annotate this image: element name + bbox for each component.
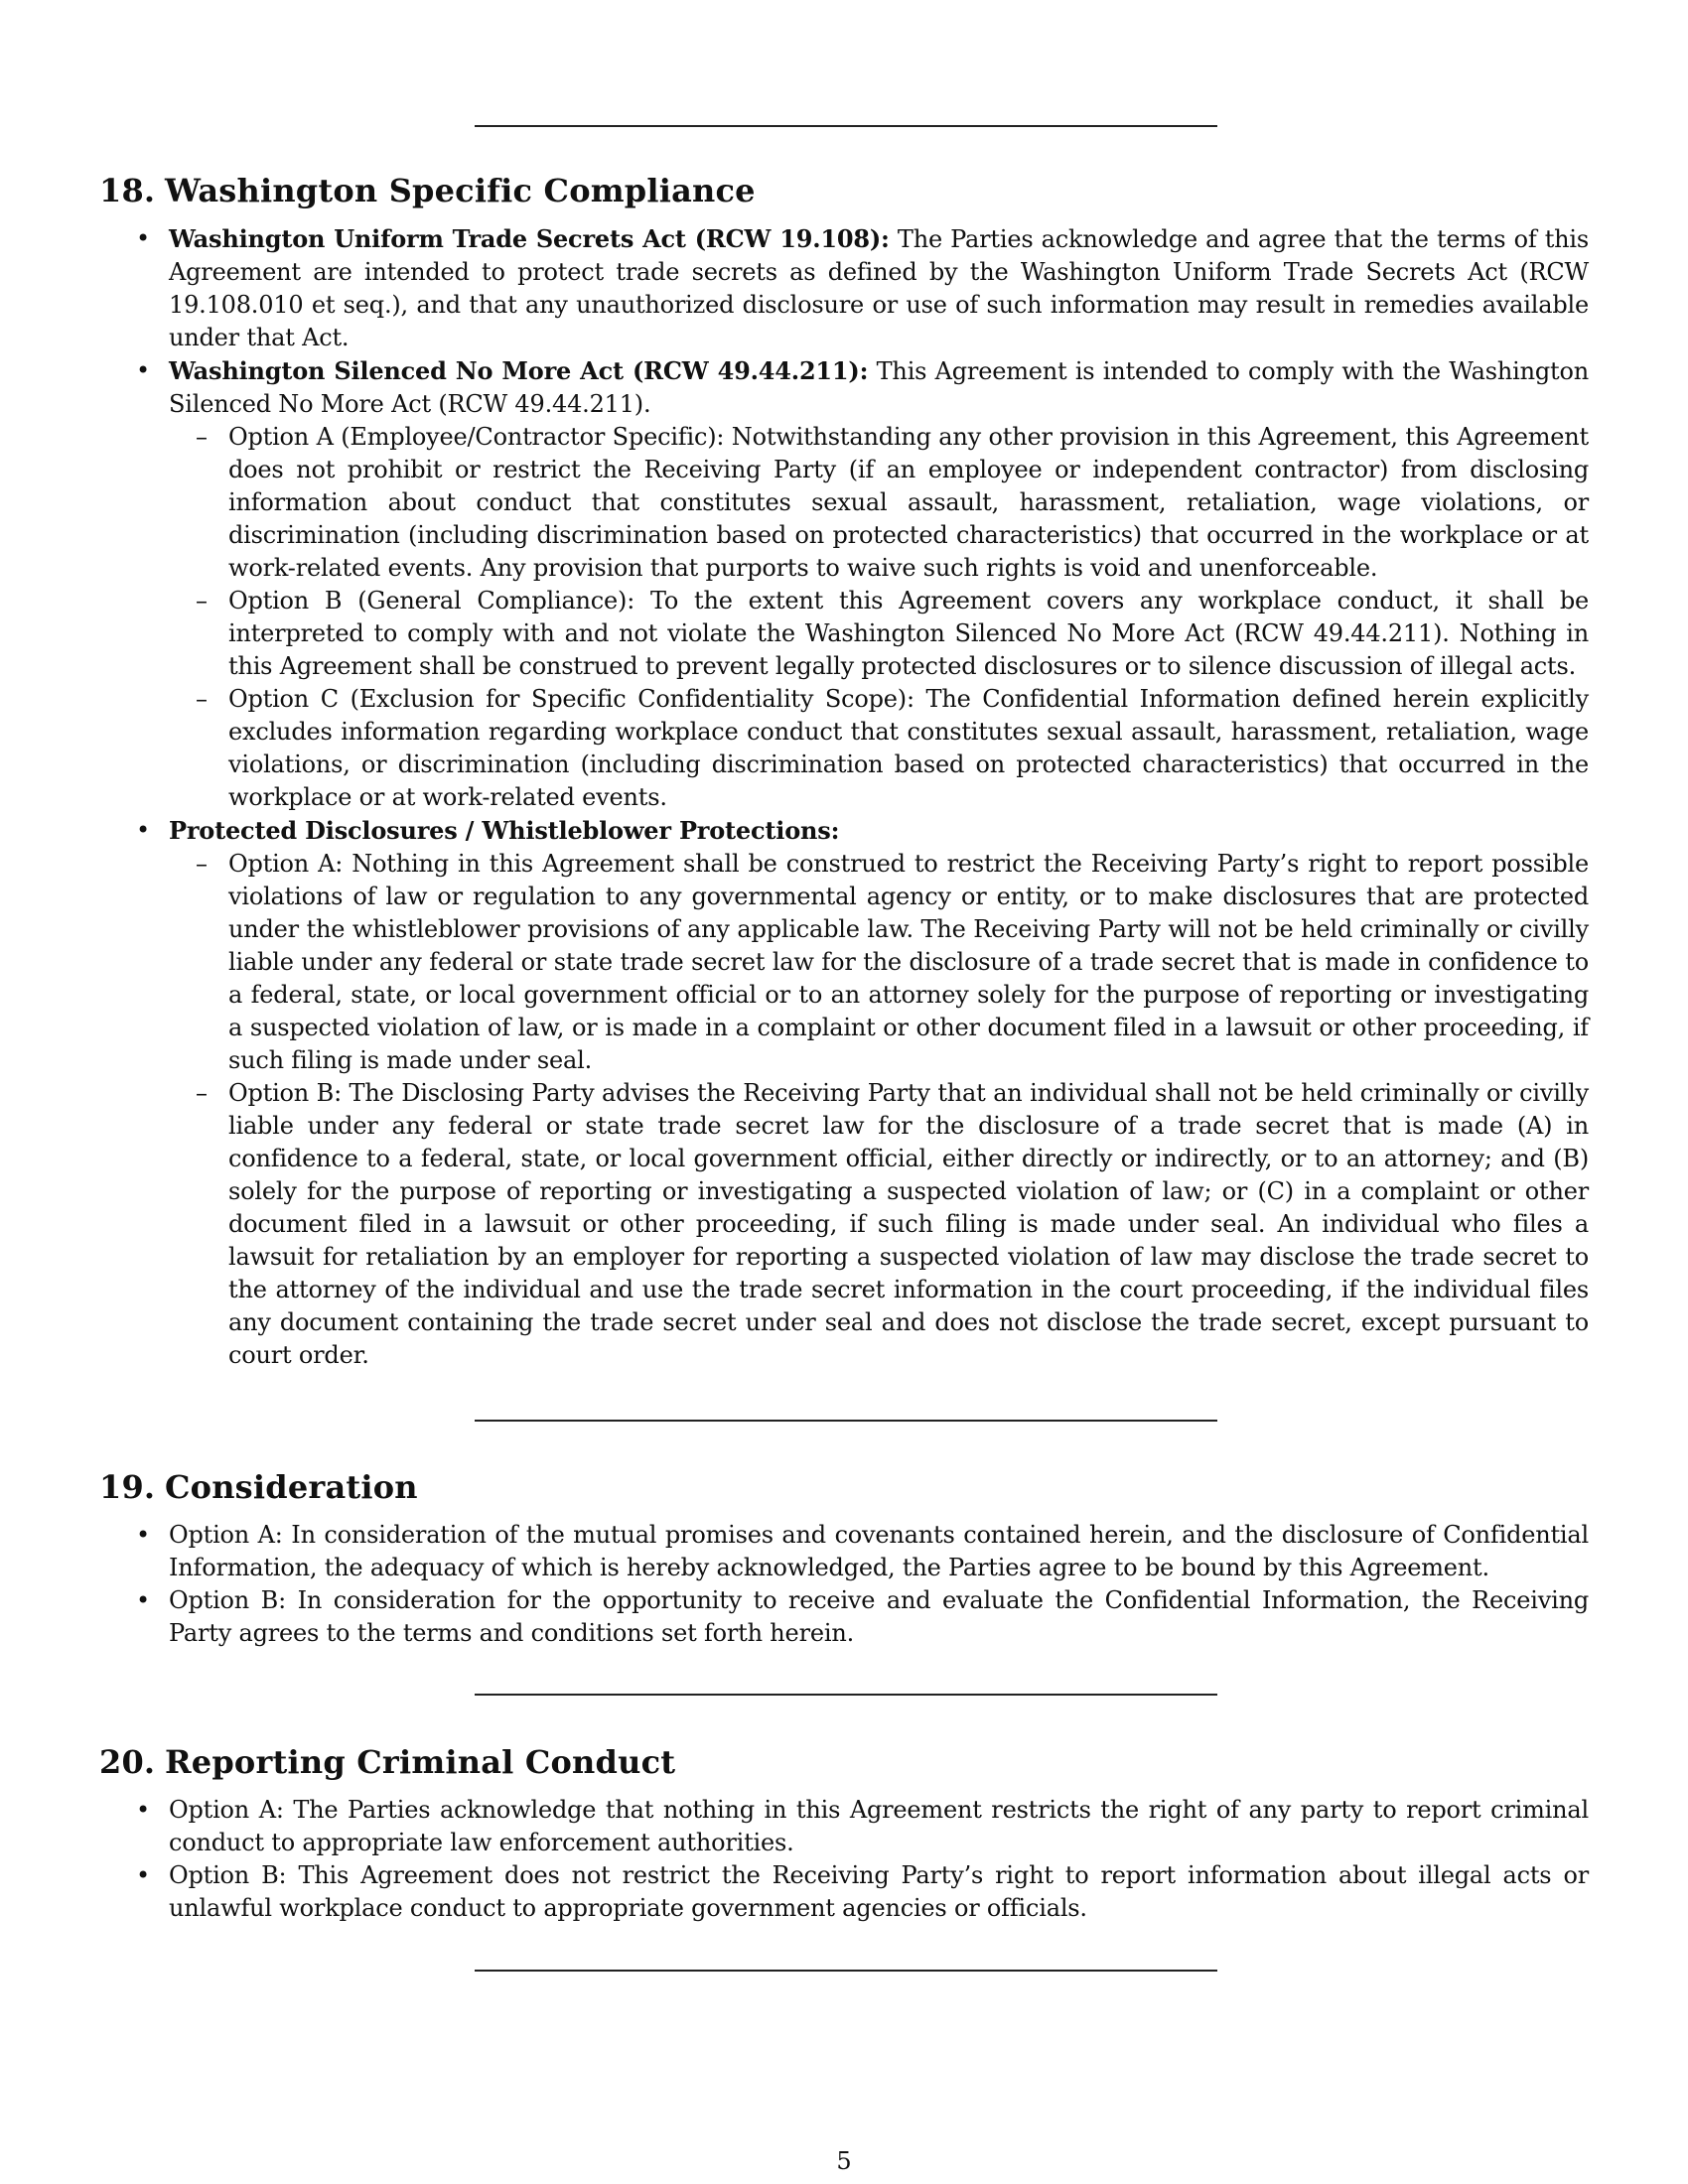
section-title: Consideration [165, 1468, 418, 1506]
section-20-list [99, 1794, 1589, 1925]
page-number: 5 [836, 2147, 852, 2175]
item-label: Washington Silenced No More Act (RCW 49.44.211): [169, 356, 869, 385]
list-item-whistleblower [99, 814, 1589, 1372]
section-title: Reporting Criminal Conduct [165, 1743, 676, 1781]
sub-item-option-b: – Option B (General Compliance): To the extent this Agreement covers any workplace conduct, it shall be interpreted to comply with and not violate the Washington Silenced No More Act (RCW 49.44.211). Nothing in this Agreement shall be construed to prevent legally protected disclosures or to silence discussion of illegal acts. [169, 585, 1589, 683]
section-20 [99, 1742, 1589, 1925]
horizontal-rule [475, 1420, 1217, 1422]
list-item-option-a: • Option A: The Parties acknowledge that nothing in this Agreement restricts the right of any party to report criminal conduct to appropriate law enforcement authorities. [99, 1794, 1589, 1859]
section-18-list [99, 222, 1589, 1372]
item-label: Protected Disclosures / Whistleblower Protections: [169, 816, 840, 845]
item-text: This Agreement is intended to comply with the Washington Silenced No More Act (RCW 49.44.211). [169, 357, 1590, 418]
whistleblower-options [169, 848, 1589, 1372]
section-number: 20. [99, 1743, 156, 1781]
section-heading [99, 1742, 1589, 1782]
section-number: 19. [99, 1468, 156, 1506]
list-item-option-b: • Option B: In consideration for the opportunity to receive and evaluate the Confidential Information, the Receiving Party agrees to the terms and conditions set forth herein. [99, 1584, 1589, 1650]
section-19-list [99, 1519, 1589, 1650]
sub-item-option-a: – Option A (Employee/Contractor Specific): Notwithstanding any other provision in this Agreement, this Agreement does not prohibit or restrict the Receiving Party (if an employee or independent contractor) from disclosing information about conduct that constitutes sexual assault, harassment, retaliation, wage violations, or discrimination (including discrimination based on protected characteristics) that occurred in the workplace or at work-related events. Any provision that purports to waive such rights is void and unenforceable. [169, 421, 1589, 585]
horizontal-rule [475, 125, 1217, 127]
sub-item-option-a: – Option A: Nothing in this Agreement shall be construed to restrict the Receiving Party’s right to report possible violations of law or regulation to any governmental agency or entity, or to make disclosures that are protected under the whistleblower provisions of any applicable law. The Receiving Party will not be held criminally or civilly liable under any federal or state trade secret law for the disclosure of a trade secret that is made in confidence to a federal, state, or local government official or to an attorney solely for the purpose of reporting or investigating a suspected violation of law, or is made in a complaint or other document filed in a lawsuit or other proceeding, if such filing is made under seal. [169, 848, 1589, 1077]
item-text: The Parties acknowledge and agree that the terms of this Agreement are intended to protect trade secrets as defined by the Washington Uniform Trade Secrets Act (RCW 19.108.010 et seq.), and that any unauthorized disclosure or use of such information may result in remedies available under that Act. [169, 225, 1589, 351]
horizontal-rule [475, 1694, 1217, 1696]
horizontal-rule [475, 1970, 1217, 1972]
section-heading [99, 171, 1589, 210]
list-item-option-a: • Option A: In consideration of the mutual promises and covenants contained herein, and the disclosure of Confidential Information, the adequacy of which is hereby acknowledged, the Parties agree to be bound by this Agreement. [99, 1519, 1589, 1584]
list-item-option-b: • Option B: This Agreement does not restrict the Receiving Party’s right to report information about illegal acts or unlawful workplace conduct to appropriate government agencies or officials. [99, 1859, 1589, 1925]
section-19 [99, 1467, 1589, 1650]
sub-item-option-c: – Option C (Exclusion for Specific Confidentiality Scope): The Confidential Information defined herein explicitly excludes information regarding workplace conduct that constitutes sexual assault, harassment, retaliation, wage violations, or discrimination (including discrimination based on protected characteristics) that occurred in the workplace or at work-related events. [169, 683, 1589, 814]
sub-item-option-b: – Option B: The Disclosing Party advises the Receiving Party that an individual shall not be held criminally or civilly liable under any federal or state trade secret law for the disclosure of a trade secret that is made (A) in confidence to a federal, state, or local government official, either directly or indirectly, or to an attorney; and (B) solely for the purpose of reporting or investigating a suspected violation of law; or (C) in a complaint or other document filed in a lawsuit or other proceeding, if such filing is made under seal. An individual who files a lawsuit for retaliation by an employer for reporting a suspected violation of law may disclose the trade secret to the attorney of the individual and use the trade secret information in the court proceeding, if the individual files any document containing the trade secret under seal and does not disclose the trade secret, except pursuant to court order. [169, 1077, 1589, 1372]
list-item-wutsa [99, 222, 1589, 354]
item-label: Washington Uniform Trade Secrets Act (RCW 19.108): [169, 224, 890, 253]
section-heading [99, 1467, 1589, 1507]
list-item-silenced-no-more [99, 354, 1589, 814]
silenced-no-more-options [169, 421, 1589, 814]
section-number: 18. [99, 172, 156, 209]
section-18 [99, 171, 1589, 1372]
section-title: Washington Specific Compliance [165, 172, 756, 209]
